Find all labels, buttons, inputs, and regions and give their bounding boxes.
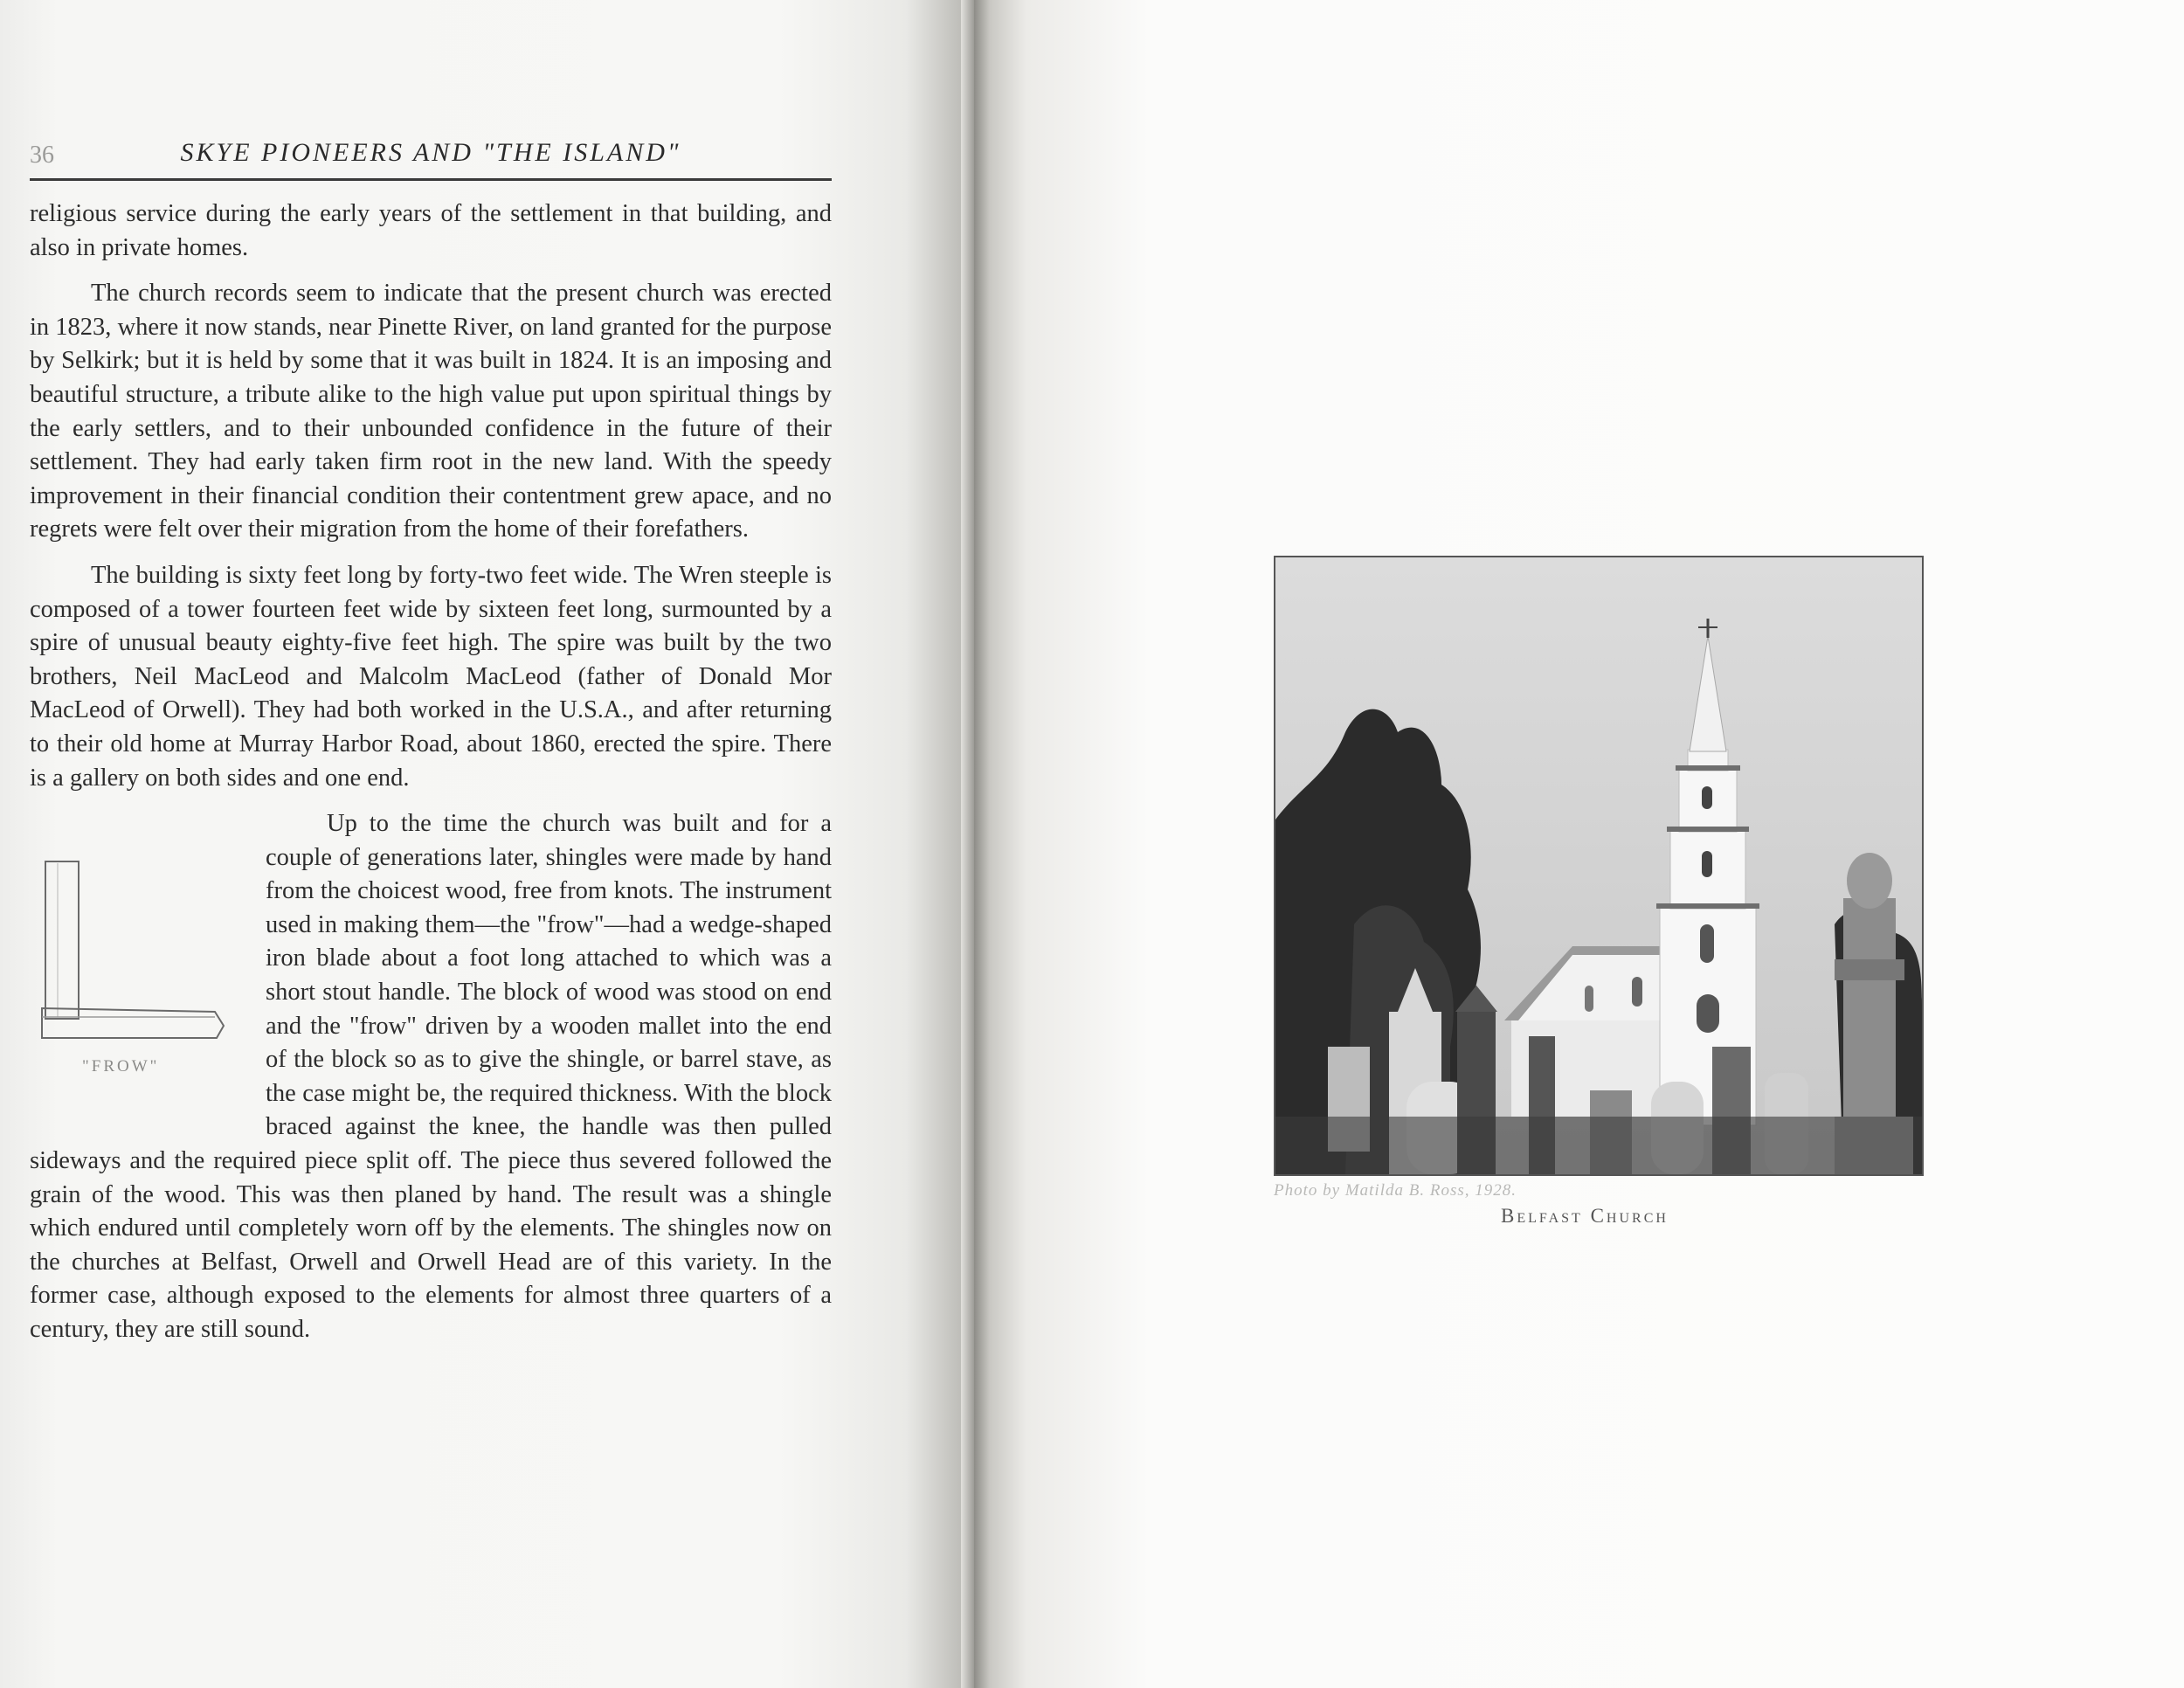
paragraph-2: The church records seem to indicate that the present church was erected in 1823, where it now stands, near Pinette River, on land granted for the purpose by Selkirk; but it is held by some that it was built in 1824. It is an imposing and beautiful structure, a tribute alike to the high value put upon spiritual things by the early settlers, and to their unbounded confidence in the future of their settlement. They had early taken firm root in the new land. With the speedy improvement in their financial condition their contentment grew apace, and no regrets were felt over their migration from the home of their forefathers. <box>30 280 832 543</box>
paragraph-1: religious service during the early years of the settlement in that building, and also in private homes. <box>30 200 832 261</box>
frow-caption: "FROW" <box>82 1057 160 1076</box>
left-page <box>0 0 974 1688</box>
body-text <box>30 197 832 1359</box>
paragraph-4: Up to the time the church was built and for a couple of generations later, shingles were made by hand from the choicest wood, free from knots. The instrument used in making them—the "frow"—had a wedge-shaped iron blade about a foot long attached to which was a short stout handle. The block of wood was stood on end and the "frow" driven by a wooden mallet into the end of the block so as to give the shingle, or barrel stave, as the case might be, the required thickness. With the block braced against the knee, the handle was then pulled sideways and the required piece split off. The piece thus severed followed the grain of the wood. This was then planed by hand. The result was a shingle which endured until completely worn off by the elements. The shingles now on the churches at Belfast, Orwell and Orwell Head are of this variety. In the former case, although exposed to the elements for almost three quarters of a century, they are still sound. <box>30 810 832 1343</box>
paragraph-3: The building is sixty feet long by forty-two feet wide. The Wren steeple is composed of a tower fourteen feet wide by sixteen feet long, surmounted by a spire of unusual beauty eighty-five feet high. The spire was built by the two brothers, Neil MacLeod and Malcolm MacLeod (father of Donald Mor MacLeod of Orwell). They had both worked in the U.S.A., and after returning to their old home at Murray Harbor Road, about 1860, erected the spire. There is a gallery on both sides and one end. <box>30 561 832 792</box>
page-number: 36 <box>30 142 54 169</box>
frow-figure <box>30 807 266 1131</box>
paragraph-4-block <box>30 807 832 1347</box>
running-head <box>30 136 832 181</box>
photo-caption: Belfast Church <box>1501 1205 1669 1227</box>
church-photo <box>1274 556 1924 1176</box>
photo-credit: Photo by Matilda B. Ross, 1928. <box>1274 1181 1517 1200</box>
book-title: SKYE PIONEERS AND "THE ISLAND" <box>180 138 681 167</box>
frow-drawing <box>30 854 239 1055</box>
church-photo-image <box>1275 557 1922 1174</box>
